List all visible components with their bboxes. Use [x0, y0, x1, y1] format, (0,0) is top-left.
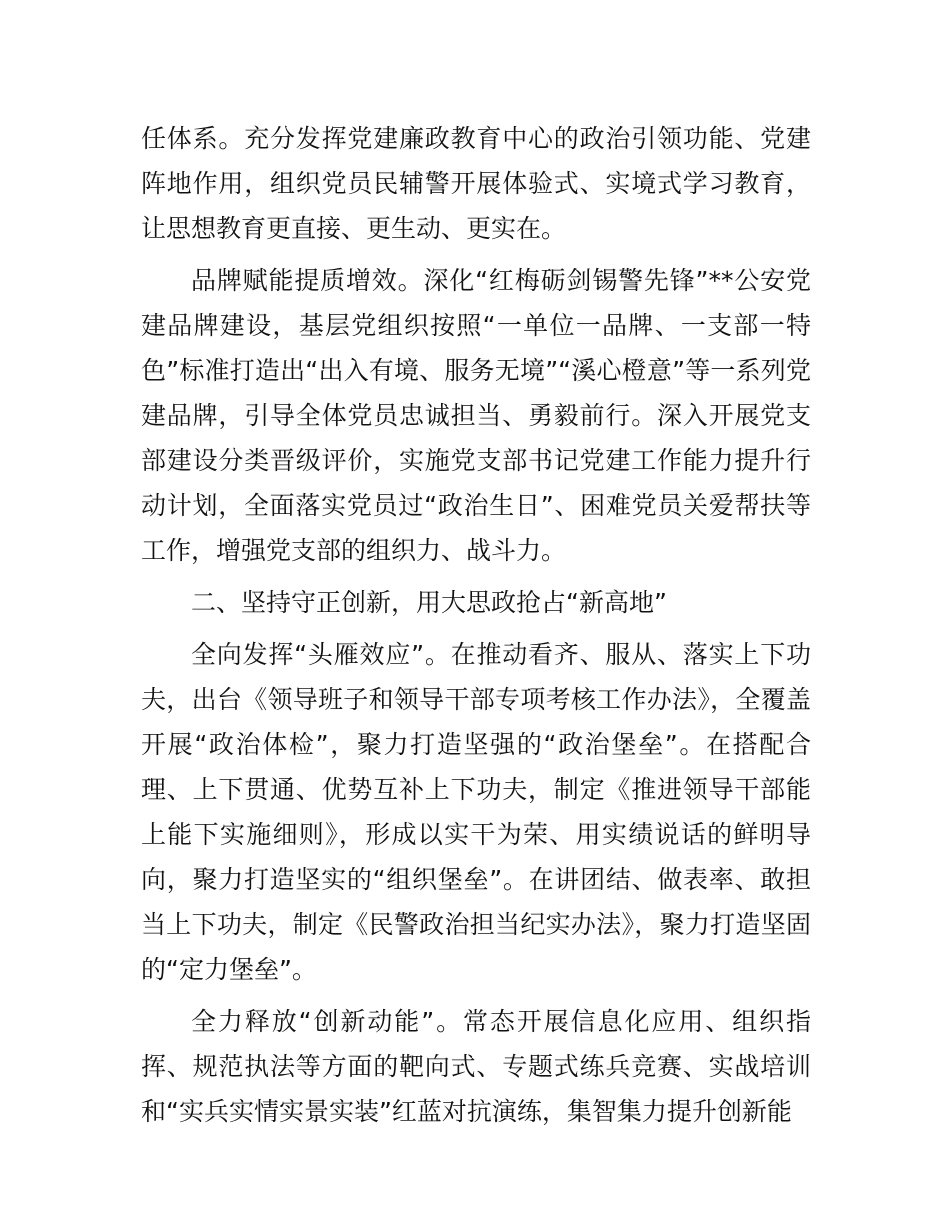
document-body — [141, 116, 811, 1141]
section-heading-2: 二、坚持守正创新，用大思政抢占“新高地” — [191, 588, 667, 617]
paragraph-continued: 任体系。充分发挥党建廉政教育中心的政治引领功能、党建阵地作用，组织党员民辅警开展体验式、实境式学习教育，让思想教育更直接、更生动、更实在。 — [141, 124, 811, 243]
paragraph-innovation-momentum: 全力释放“创新动能”。常态开展信息化应用、组织指挥、规范执法等方面的靶向式、专题式练兵竞赛、实战培训和“实兵实情实景实装”红蓝对抗演练，集智集力提升创新能 — [141, 1007, 811, 1126]
paragraph-leading-goose-effect: 全向发挥“头雁效应”。在推动看齐、服从、落实上下功夫，出台《领导班子和领导干部专项考核工作办法》，全覆盖开展“政治体检”，聚力打造坚强的“政治堡垒”。在搭配合理、上下贯通、优势互补上下功夫，制定《推进领导干部能上能下实施细则》，形成以实干为荣、用实绩说话的鲜明导向，聚力打造坚实的“组织堡垒”。在讲团结、做表率、敢担当上下功夫，制定《民警政治担当纪实办法》，聚力打造坚固的“定力堡垒”。 — [141, 640, 811, 984]
paragraph-brand-empowerment: 品牌赋能提质增效。深化“红梅砺剑锡警先锋”**公安党建品牌建设，基层党组织按照“一单位一品牌、一支部一特色”标准打造出“出入有境、服务无境”“溪心橙意”等一系列党建品牌，引导全体党员忠诚担当、勇毅前行。深入开展党支部建设分类晋级评价，实施党支部书记党建工作能力提升行动计划，全面落实党员过“政治生日”、困难党员关爱帮扶等工作，增强党支部的组织力、战斗力。 — [141, 266, 811, 565]
